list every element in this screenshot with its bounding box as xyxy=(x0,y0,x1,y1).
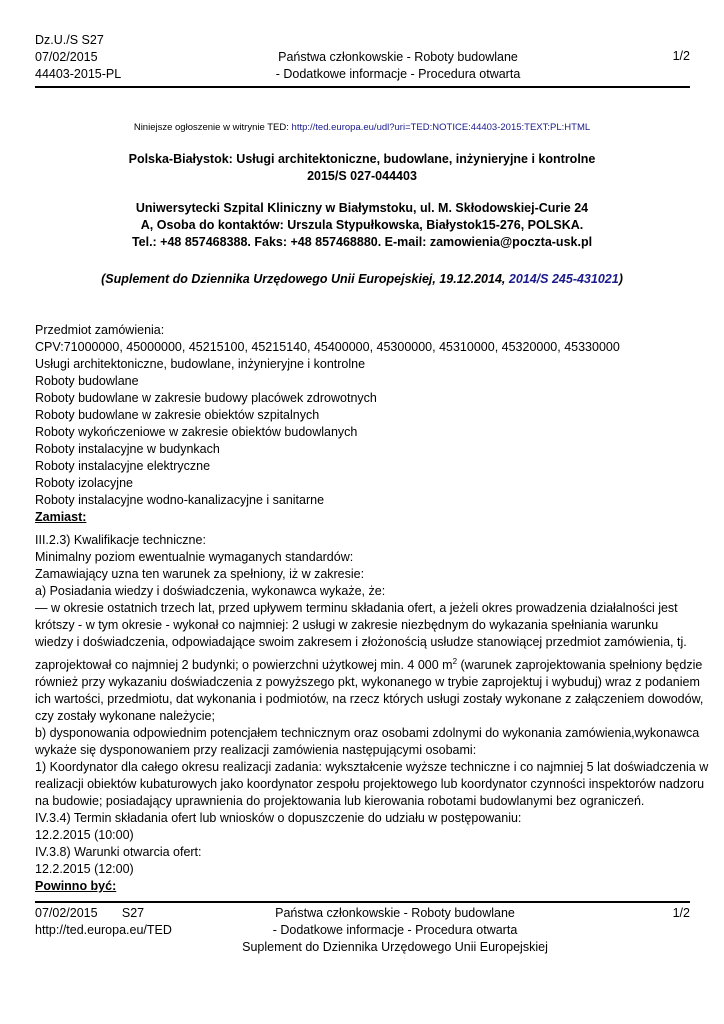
body-line: 12.2.2015 (10:00) xyxy=(35,828,134,842)
contact-line1: Uniwersytecki Szpital Kliniczny w Białymstoku, ul. M. Skłodowskiej-Curie 24 xyxy=(135,201,589,215)
cpv-item: Roboty budowlane xyxy=(35,374,139,388)
cpv-item: Roboty wykończeniowe w zakresie obiektów budowlanych xyxy=(35,425,358,439)
suplement-suffix: ) xyxy=(618,272,623,286)
contact-line3: Tel.: +48 857468388. Faks: +48 857468880. E-mail: zamowienia@poczta-usk.pl xyxy=(131,235,593,249)
body-line-area-text: zaprojektował co najmniej 2 budynki; o powierzchni użytkowej min. 4 000 m xyxy=(35,658,453,672)
body-line: a) Posiadania wiedzy i doświadczenia, wykonawca wykaże, że: xyxy=(35,584,386,598)
body-line-area-rest: (warunek zaprojektowania spełniony będzie xyxy=(457,658,703,672)
cpv-item: Roboty budowlane w zakresie budowy placówek zdrowotnych xyxy=(35,391,377,405)
footer-series: S27 xyxy=(121,906,145,920)
footer-site: http://ted.europa.eu/TED xyxy=(35,923,172,937)
footer-date: 07/02/2015 xyxy=(35,906,98,920)
notice-title xyxy=(90,151,634,185)
footer-page-number: 1/2 xyxy=(672,906,690,920)
body-line: na budowie; posiadający uprawnienia do projektowania lub kierowania robotami budowlanymi bez ograniczeń. xyxy=(35,794,645,808)
footer-line3: Suplement do Dziennika Urzędowego Unii Europejskiej xyxy=(242,940,548,954)
footer-line2: - Dodatkowe informacje - Procedura otwarta xyxy=(272,923,518,937)
body-line: Zamawiający uzna ten warunek za spełniony, iż w zakresie: xyxy=(35,567,365,581)
cpv-codes: CPV:71000000, 45000000, 45215100, 45215140, 45400000, 45300000, 45310000, 45320000, 45330000 xyxy=(35,340,620,354)
body-line: wiedzy i doświadczenia, odpowiadające swoim zakresem i złożonością usłudze stanowiącej przedmiot zamówienia, tj. xyxy=(35,635,687,649)
body-line: Minimalny poziom ewentualnie wymaganych standardów: xyxy=(35,550,354,564)
ted-note-prefix: Niniejsze ogłoszenie w witrynie TED: xyxy=(133,122,292,133)
suplement-ref-link[interactable]: 2014/S 245-431021 xyxy=(508,272,619,286)
notice-title-line1: Polska-Białystok: Usługi architektoniczne, budowlane, inżynieryjne i kontrolne xyxy=(128,152,596,166)
header-date: 07/02/2015 xyxy=(35,50,98,64)
ted-note xyxy=(0,122,724,133)
cpv-item: Roboty izolacyjne xyxy=(35,476,133,490)
page-header xyxy=(35,32,690,88)
page-footer xyxy=(35,901,690,954)
header-notice-no: 44403-2015-PL xyxy=(35,67,122,81)
contracting-authority xyxy=(90,200,634,251)
footer-left xyxy=(35,905,172,939)
ted-notice-link[interactable]: http://ted.europa.eu/udl?uri=TED:NOTICE:44403-2015:TEXT:PL:HTML xyxy=(291,122,591,133)
body-line: również przy wykazaniu doświadczenia z powyższego pkt, wykonanego w trybie zaprojektuj i wybuduj) wraz z podaniem xyxy=(35,675,700,689)
instead-label: Zamiast: xyxy=(35,510,87,524)
body-line: III.2.3) Kwalifikacje techniczne: xyxy=(35,533,206,547)
should-be-label: Powinno być: xyxy=(35,879,117,893)
body-line: b) dysponowania odpowiednim potencjałem technicznym oraz osobami zdolnymi do wykonania zamówienia,wykonawca xyxy=(35,726,700,740)
body-line: IV.3.8) Warunki otwarcia ofert: xyxy=(35,845,202,859)
suplement-prefix: (Suplement do Dziennika Urzędowego Unii Europejskiej, 19.12.2014, xyxy=(101,272,509,286)
notice-body xyxy=(35,322,709,895)
cpv-item: Roboty instalacyjne w budynkach xyxy=(35,442,220,456)
body-line: 12.2.2015 (12:00) xyxy=(35,862,134,876)
superscript: 2 xyxy=(452,656,458,666)
subject-label: Przedmiot zamówienia: xyxy=(35,323,165,337)
header-title xyxy=(263,49,533,83)
header-title-line1: Państwa członkowskie - Roboty budowlane xyxy=(278,50,518,64)
body-line: — w okresie ostatnich trzech lat, przed upływem terminu składania ofert, a jeżeli okres prowadzenia działalności jest xyxy=(35,601,678,615)
footer-line1: Państwa członkowskie - Roboty budowlane xyxy=(275,906,515,920)
cpv-item: Roboty instalacyjne wodno-kanalizacyjne i sanitarne xyxy=(35,493,325,507)
body-line-area xyxy=(35,656,703,674)
body-line: wykaże się dysponowaniem przy realizacji zamówienia następującymi osobami: xyxy=(35,743,477,757)
contact-line2: A, Osoba do kontaktów: Urszula Stypułkowska, Białystok15-276, POLSKA. xyxy=(140,218,584,232)
body-line: czy zostały wykonane należycie; xyxy=(35,709,215,723)
body-line: 1) Koordynator dla całego okresu realizacji zadania: wykształcenie wyższe techniczne i co najmniej 5 lat doświadczenia w xyxy=(35,760,709,774)
header-doc-id: Dz.U./S S27 xyxy=(35,33,104,47)
suplement-reference xyxy=(40,272,684,286)
cpv-item: Roboty budowlane w zakresie obiektów szpitalnych xyxy=(35,408,320,422)
cpv-item: Usługi architektoniczne, budowlane, inżynieryjne i kontrolne xyxy=(35,357,366,371)
notice-title-line2: 2015/S 027-044403 xyxy=(307,169,417,183)
cpv-item: Roboty instalacyjne elektryczne xyxy=(35,459,211,473)
header-page-number: 1/2 xyxy=(672,49,690,63)
body-line: IV.3.4) Termin składania ofert lub wniosków o dopuszczenie do udziału w postępowaniu: xyxy=(35,811,522,825)
body-line: ich wartości, przedmiotu, dat wykonania i podmiotów, na rzecz których usługi zostały wykonane z załączeniem dowodów, xyxy=(35,692,704,706)
header-title-line2: - Dodatkowe informacje - Procedura otwarta xyxy=(275,67,521,81)
header-left xyxy=(35,32,121,83)
body-line: realizacji obiektów kubaturowych jako koordynator zespołu projektowego lub koordynator czynności inspektorów nadzoru xyxy=(35,777,705,791)
footer-center xyxy=(185,905,605,956)
body-line: krótszy - w tym okresie - wykonał co najmniej: 2 usługi w zakresie niezbędnym do wykazania spełniania warunku xyxy=(35,618,659,632)
